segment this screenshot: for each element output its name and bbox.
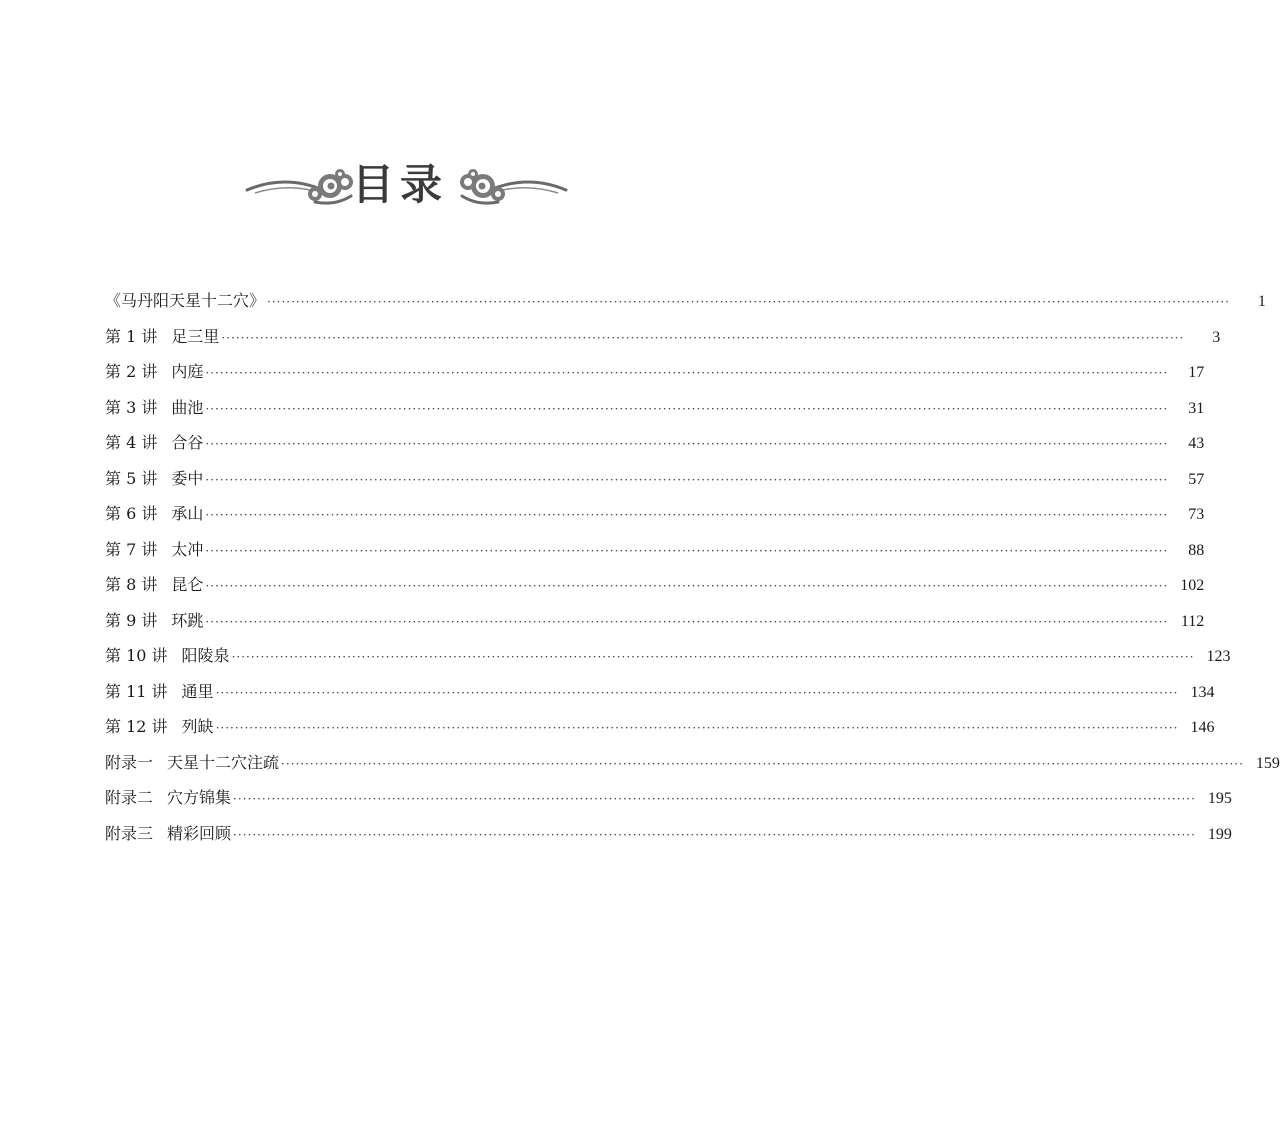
toc-entry[interactable] bbox=[105, 496, 1205, 532]
toc-entry[interactable] bbox=[105, 745, 1280, 781]
dot-leader: ········································································································································································································ bbox=[205, 579, 1169, 593]
entry-title: 通里 bbox=[181, 681, 214, 701]
cloud-scroll-ornament-icon bbox=[458, 160, 568, 210]
entry-title: 内庭 bbox=[171, 362, 204, 381]
dot-leader: ········································································································································································································ bbox=[205, 614, 1169, 629]
toc-entry[interactable] bbox=[105, 425, 1205, 461]
entry-number: 第 6 讲 bbox=[105, 504, 158, 523]
entry-title: 阳陵泉 bbox=[181, 646, 230, 665]
title-block bbox=[0, 150, 800, 220]
entry-page-number: 73 bbox=[1188, 506, 1205, 523]
entry-page-number: 1 bbox=[1257, 293, 1266, 310]
entry-number: 第 4 讲 bbox=[105, 433, 158, 452]
dot-leader: ········································································································································································································ bbox=[281, 756, 1244, 771]
page-title: 目录 bbox=[351, 160, 448, 209]
toc-entry[interactable] bbox=[105, 390, 1205, 426]
entry-number: 第 12 讲 bbox=[105, 717, 168, 736]
toc-entry[interactable] bbox=[105, 319, 1221, 355]
entry-page-number: 159 bbox=[1255, 754, 1280, 772]
entry-number: 第 7 讲 bbox=[105, 539, 158, 559]
toc-entry[interactable] bbox=[105, 816, 1232, 852]
entry-number: 第 9 讲 bbox=[105, 610, 158, 630]
entry-page-number: 199 bbox=[1207, 825, 1232, 843]
dot-leader: ········································································································································································································ bbox=[233, 792, 1196, 806]
toc-entry[interactable] bbox=[105, 674, 1215, 710]
toc-entry[interactable] bbox=[105, 709, 1215, 745]
entry-title: 穴方锦集 bbox=[167, 788, 232, 807]
entry-title: 天星十二穴注疏 bbox=[167, 752, 280, 772]
entry-number: 第 1 讲 bbox=[105, 326, 158, 346]
entry-page-number: 146 bbox=[1190, 719, 1215, 736]
entry-title: 列缺 bbox=[181, 717, 214, 736]
entry-number: 第 8 讲 bbox=[105, 575, 158, 594]
entry-page-number: 3 bbox=[1212, 328, 1221, 346]
entry-title: 《马丹阳天星十二穴》 bbox=[105, 291, 266, 310]
entry-number: 第 3 讲 bbox=[105, 397, 158, 417]
entry-title: 环跳 bbox=[171, 610, 204, 630]
entry-title: 委中 bbox=[171, 468, 204, 488]
entry-title: 合谷 bbox=[171, 433, 204, 452]
toc-entry[interactable] bbox=[105, 567, 1205, 603]
entry-title: 足三里 bbox=[171, 326, 220, 346]
entry-number: 第 10 讲 bbox=[105, 646, 168, 665]
dot-leader: ········································································································································································································ bbox=[205, 437, 1169, 451]
entry-page-number: 31 bbox=[1188, 399, 1205, 417]
toc-entry[interactable] bbox=[105, 532, 1205, 568]
entry-page-number: 88 bbox=[1188, 541, 1205, 559]
entry-number: 第 11 讲 bbox=[105, 681, 168, 701]
entry-title: 曲池 bbox=[171, 397, 204, 417]
dot-leader: ········································································································································································································ bbox=[205, 543, 1169, 558]
dot-leader: ········································································································································································································ bbox=[205, 508, 1169, 522]
toc-entry[interactable] bbox=[105, 638, 1231, 674]
toc-entry[interactable] bbox=[105, 354, 1205, 390]
dot-leader: ········································································································································································································ bbox=[205, 366, 1169, 380]
entry-page-number: 57 bbox=[1188, 470, 1205, 488]
toc-list bbox=[105, 283, 1280, 851]
toc-entry[interactable] bbox=[105, 283, 1266, 319]
entry-page-number: 195 bbox=[1207, 790, 1232, 807]
dot-leader: ········································································································································································································ bbox=[215, 685, 1179, 700]
dot-leader: ········································································································································································································ bbox=[267, 295, 1230, 309]
entry-page-number: 17 bbox=[1188, 364, 1205, 381]
entry-page-number: 123 bbox=[1206, 648, 1231, 665]
entry-page-number: 112 bbox=[1180, 612, 1205, 630]
entry-number: 第 2 讲 bbox=[105, 362, 158, 381]
dot-leader: ········································································································································································································ bbox=[205, 401, 1169, 416]
entry-page-number: 102 bbox=[1180, 577, 1205, 594]
dot-leader: ········································································································································································································ bbox=[221, 330, 1185, 345]
dot-leader: ········································································································································································································ bbox=[231, 650, 1195, 664]
dot-leader: ········································································································································································································ bbox=[233, 827, 1196, 842]
toc-entry[interactable] bbox=[105, 461, 1205, 497]
entry-title: 昆仑 bbox=[171, 575, 204, 594]
entry-number: 附录二 bbox=[105, 788, 154, 807]
toc-entry[interactable] bbox=[105, 603, 1205, 639]
entry-title: 太冲 bbox=[171, 539, 204, 559]
entry-page-number: 43 bbox=[1188, 435, 1205, 452]
entry-page-number: 134 bbox=[1190, 683, 1215, 701]
toc-entry[interactable] bbox=[105, 780, 1232, 816]
entry-title: 承山 bbox=[171, 504, 204, 523]
dot-leader: ········································································································································································································ bbox=[215, 721, 1179, 735]
dot-leader: ········································································································································································································ bbox=[205, 472, 1169, 487]
entry-number: 附录一 bbox=[105, 752, 154, 772]
entry-title: 精彩回顾 bbox=[167, 823, 232, 843]
entry-number: 附录三 bbox=[105, 823, 154, 843]
entry-number: 第 5 讲 bbox=[105, 468, 158, 488]
